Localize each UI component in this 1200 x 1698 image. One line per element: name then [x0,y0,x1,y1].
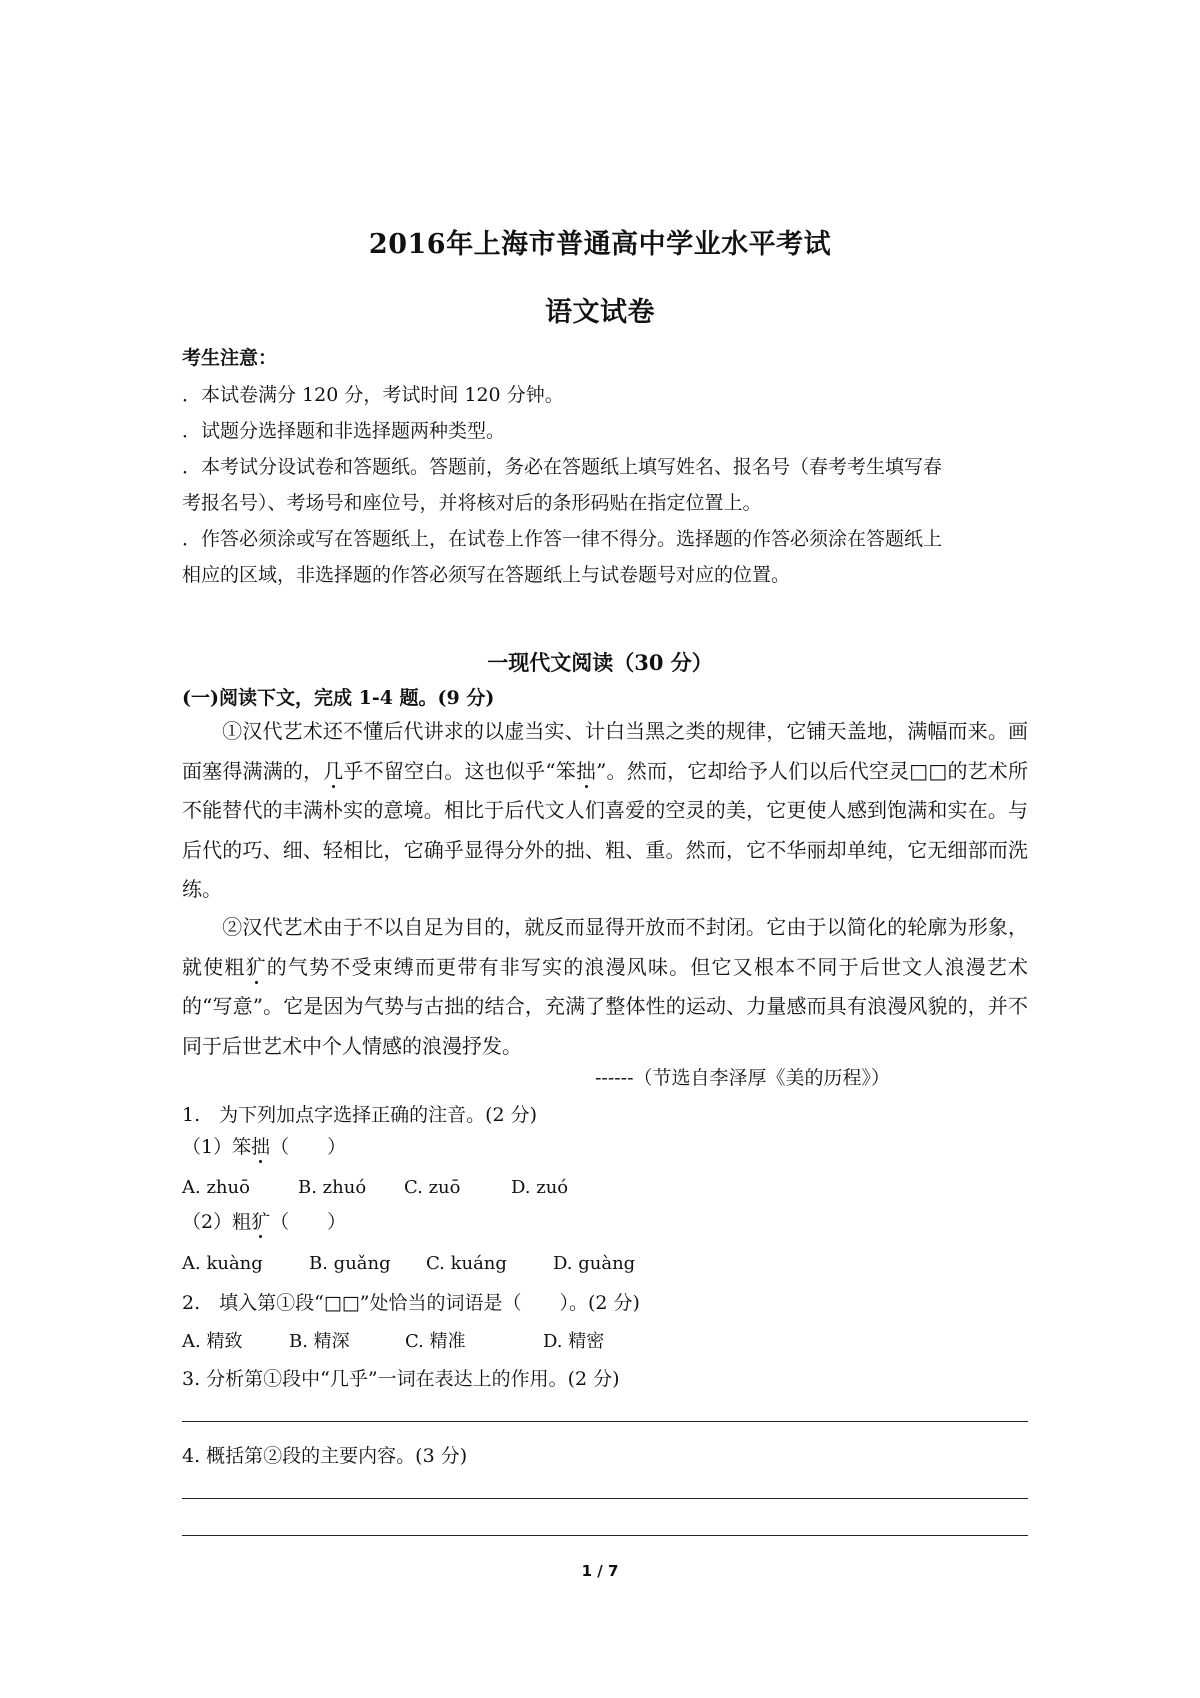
option-b: B. 精深 [289,1331,350,1352]
emphasis-dot-char: 拙 [575,758,597,783]
notice-item: ．试题分选择题和非选择题两种类型。 [182,420,506,442]
emphasis-dot-char: 拙 [251,1136,271,1158]
notice-heading: 考生注意： [182,347,278,369]
answer-line [182,1535,1028,1536]
option-a: A. 精致 [182,1331,243,1352]
reading-instruction: (一)阅读下文，完成 1-4 题。(9 分) [182,687,495,709]
source-citation: ------（节选自李泽厚《美的历程》） [595,1067,891,1089]
option-d: D. guàng [553,1253,636,1274]
notice-item: 相应的区域，非选择题的作答必须写在答题纸上与试卷题号对应的位置。 [182,564,791,586]
option-b: B. guǎng [309,1253,391,1274]
option-a: A. kuàng [182,1253,263,1274]
question-1-sub1: （1）笨拙（ ） [182,1136,347,1158]
exam-title: 2016年上海市普通高中学业水平考试 [368,229,832,260]
question-3-stem: 3. 分析第①段中“几乎”一词在表达上的作用。(2 分) [182,1368,620,1390]
option-c: C. 精准 [405,1331,466,1352]
answer-line [182,1421,1028,1422]
option-c: C. kuáng [426,1253,507,1274]
option-d: D. 精密 [543,1331,605,1352]
question-1-sub2: （2）粗犷（ ） [182,1211,347,1233]
notice-item: ．作答必须涂或写在答题纸上，在试卷上作答一律不得分。选择题的作答必须涂在答题纸上 [182,528,943,550]
emphasis-dot-char: 犷 [251,1211,271,1233]
option-a: A. zhuō [182,1177,250,1198]
emphasis-dot-char: 犷 [245,954,267,979]
question-2-stem: 2. 填入第①段“□□”处恰当的词语是（ ）。(2 分) [182,1292,640,1314]
notice-item: ．本考试分设试卷和答题纸。答题前，务必在答题纸上填写姓名、报名号（春考考生填写春 [182,456,943,478]
option-d: D. zuó [511,1177,569,1198]
page-number: 1 / 7 [581,1562,619,1580]
notice-item: ．本试卷满分 120 分，考试时间 120 分钟。 [182,384,564,406]
exam-subtitle: 语文试卷 [545,297,655,328]
paragraph-2: ②汉代艺术由于不以自足为目的，就反而显得开放而不封闭。它由于以简化的轮廓为形象，就使粗犷的气势不受束缚而更带有非写实的浪漫风味。但它又根本不同于后世文人浪漫艺术的“写意”。它是因为气势与古拙的结合，充满了整体性的运动、力量感而具有浪漫风貌的，并不同于后世艺术中个人情感的浪漫抒发。 [182,915,1029,1058]
emphasis-dot-char: 几 [323,758,344,783]
question-1-stem: 1. 为下列加点字选择正确的注音。(2 分) [182,1104,538,1126]
answer-line [182,1498,1028,1499]
option-c: C. zuō [404,1177,461,1198]
notice-item: 考报名号）、考场号和座位号，并将核对后的条形码贴在指定位置上。 [182,492,762,514]
section-title: 一现代文阅读（30 分） [487,650,713,675]
option-b: B. zhuó [298,1177,367,1198]
question-4-stem: 4. 概括第②段的主要内容。(3 分) [182,1445,468,1467]
paragraph-1: ①汉代艺术还不懂后代讲求的以虚当实、计白当黑之类的规律，它铺天盖地，满幅而来。画面塞得满满的，几乎不留空白。这也似乎“笨拙”。然而，它却给予人们以后代空灵□□的艺术所不能替代的丰满朴实的意境。相比于后代文人们喜爱的空灵的美，它更使人感到饱满和实在。与后代的巧、细、轻相比，它确乎显得分外的拙、粗、重。然而，它不华丽却单纯，它无细部而洗练。 [182,719,1028,901]
